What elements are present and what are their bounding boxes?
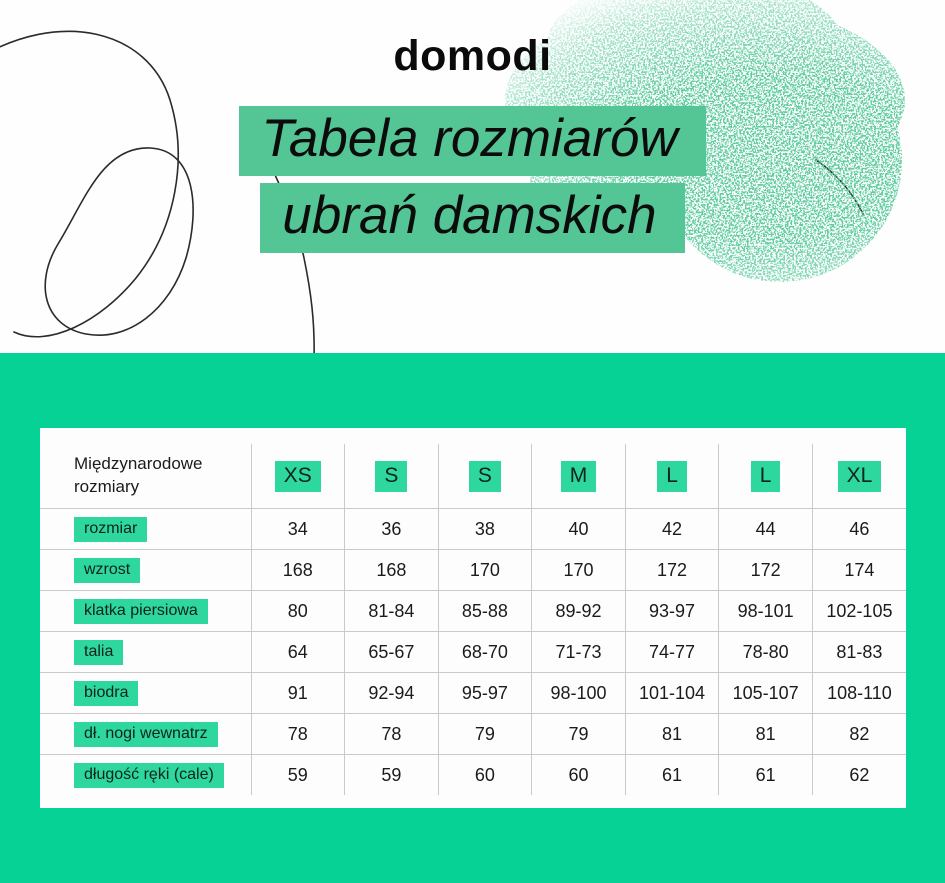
table-cell: 65-67 — [345, 632, 439, 673]
table-row-dl-nogi — [40, 714, 906, 755]
table-cell: 82 — [812, 714, 906, 755]
table-cell: 81 — [625, 714, 719, 755]
table-row-biodra — [40, 673, 906, 714]
table-row-talia — [40, 632, 906, 673]
table-cell: 60 — [438, 755, 532, 796]
table-cell: 78-80 — [719, 632, 813, 673]
size-badge-xl: XL — [838, 461, 882, 492]
table-cell: 59 — [251, 755, 345, 796]
row-label-cell — [40, 673, 251, 714]
row-tag-talia: talia — [74, 640, 123, 665]
table-cell: 89-92 — [532, 591, 626, 632]
table-cell: 85-88 — [438, 591, 532, 632]
table-cell: 81-84 — [345, 591, 439, 632]
size-badge-m: M — [561, 461, 597, 492]
row-tag-klatka-piersiowa: klatka piersiowa — [74, 599, 208, 624]
row-tag-wzrost: wzrost — [74, 558, 140, 583]
table-cell: 101-104 — [625, 673, 719, 714]
table-header-row — [40, 444, 906, 509]
brand-logo: domodi — [393, 32, 552, 80]
table-cell: 172 — [719, 550, 813, 591]
table-cell: 40 — [532, 509, 626, 550]
row-tag-dlugosc-reki: długość ręki (cale) — [74, 763, 224, 788]
table-cell: 79 — [438, 714, 532, 755]
table-cell: 81 — [719, 714, 813, 755]
table-cell: 92-94 — [345, 673, 439, 714]
row-tag-dl-nogi: dł. nogi wewnatrz — [74, 722, 218, 747]
table-cell: 60 — [532, 755, 626, 796]
table-cell: 42 — [625, 509, 719, 550]
header-size-cell — [251, 444, 345, 509]
table-cell: 46 — [812, 509, 906, 550]
table-cell: 174 — [812, 550, 906, 591]
size-badge-s2: S — [469, 461, 501, 492]
header-label-cell — [40, 444, 251, 509]
table-cell: 102-105 — [812, 591, 906, 632]
title-line-2: ubrań damskich — [260, 183, 684, 253]
table-cell: 78 — [251, 714, 345, 755]
header-size-cell — [812, 444, 906, 509]
header-size-cell — [532, 444, 626, 509]
table-row-dlugosc-reki — [40, 755, 906, 796]
table-cell: 44 — [719, 509, 813, 550]
table-cell: 78 — [345, 714, 439, 755]
row-label-cell — [40, 591, 251, 632]
row-label-cell — [40, 755, 251, 796]
header-size-cell — [345, 444, 439, 509]
table-cell: 61 — [625, 755, 719, 796]
table-row-rozmiar — [40, 509, 906, 550]
table-cell: 91 — [251, 673, 345, 714]
size-badge-xs: XS — [275, 461, 321, 492]
size-badge-s1: S — [375, 461, 407, 492]
row-label-cell — [40, 632, 251, 673]
table-cell: 81-83 — [812, 632, 906, 673]
table-cell: 34 — [251, 509, 345, 550]
header-size-cell — [438, 444, 532, 509]
row-label-cell — [40, 550, 251, 591]
table-cell: 98-101 — [719, 591, 813, 632]
table-cell: 38 — [438, 509, 532, 550]
table-cell: 95-97 — [438, 673, 532, 714]
table-cell: 98-100 — [532, 673, 626, 714]
header-section — [0, 0, 945, 353]
header-size-cell — [625, 444, 719, 509]
table-cell: 105-107 — [719, 673, 813, 714]
table-cell: 168 — [345, 550, 439, 591]
table-cell: 64 — [251, 632, 345, 673]
size-table — [40, 444, 906, 795]
page-title — [0, 106, 945, 253]
table-cell: 108-110 — [812, 673, 906, 714]
size-badge-l2: L — [751, 461, 781, 492]
international-sizes-label: Międzynarodowe rozmiary — [74, 454, 203, 496]
table-cell: 62 — [812, 755, 906, 796]
table-cell: 170 — [438, 550, 532, 591]
table-row-klatka-piersiowa — [40, 591, 906, 632]
table-cell: 71-73 — [532, 632, 626, 673]
green-band-section — [0, 353, 945, 883]
table-cell: 74-77 — [625, 632, 719, 673]
table-cell: 170 — [532, 550, 626, 591]
table-cell: 80 — [251, 591, 345, 632]
row-tag-biodra: biodra — [74, 681, 138, 706]
row-tag-rozmiar: rozmiar — [74, 517, 147, 542]
row-label-cell — [40, 509, 251, 550]
table-row-wzrost — [40, 550, 906, 591]
table-cell: 93-97 — [625, 591, 719, 632]
table-cell: 68-70 — [438, 632, 532, 673]
title-line-1: Tabela rozmiarów — [239, 106, 705, 176]
table-cell: 36 — [345, 509, 439, 550]
table-cell: 61 — [719, 755, 813, 796]
header-size-cell — [719, 444, 813, 509]
size-badge-l1: L — [657, 461, 687, 492]
size-table-card — [40, 428, 906, 808]
table-cell: 59 — [345, 755, 439, 796]
table-cell: 172 — [625, 550, 719, 591]
table-cell: 79 — [532, 714, 626, 755]
row-label-cell — [40, 714, 251, 755]
table-cell: 168 — [251, 550, 345, 591]
